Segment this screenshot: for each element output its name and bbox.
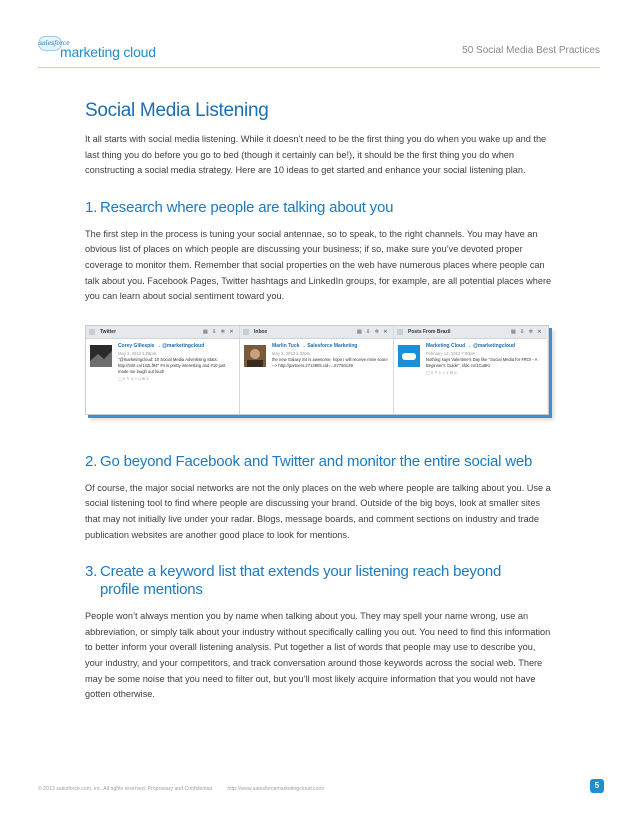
listening-tool-screenshot	[85, 325, 549, 415]
salesforce-cloud-icon: salesforce	[38, 36, 62, 51]
section-number: 1.	[85, 198, 98, 216]
column-inbox	[240, 326, 394, 414]
section-number: 2.	[85, 452, 98, 470]
section-3-paragraph: People won’t always mention you by name when talking about you. They may spell your name wrong, use an abbreviation, or simply talk about your industry without specifically calling you out. You need to find this information to better inform your overall listening analysis. Put together a list of words that people may use to describe you, your industry, and your competitors, and track conversation around those keywords across the social web. There may be some noise that you need to filter out, but you’ll most likely acquire information that you would not have gotten otherwise.	[85, 611, 551, 700]
column-tools-icons: ▤ ⇩ ✲ ✕	[203, 328, 235, 335]
post-item	[240, 339, 393, 369]
post-text: Nothing says Valentine's Day like "Social Media for #ROI - A Beginner's Guide". sfdc.co/1Cu8Kr	[426, 356, 538, 368]
column-posts-from-brazil	[394, 326, 547, 414]
logo-text: marketing cloud	[60, 44, 156, 60]
column-header	[240, 326, 393, 339]
section-2-heading	[85, 453, 555, 471]
post-date: February 14, 2013 7:00pm	[426, 350, 476, 356]
avatar	[244, 345, 266, 367]
page-number-badge: 5	[590, 779, 604, 793]
column-checkbox-icon	[89, 329, 95, 335]
avatar	[90, 345, 112, 367]
section-3	[85, 563, 555, 703]
column-checkbox-icon	[243, 329, 249, 335]
column-header	[86, 326, 239, 339]
page-title: Social Media Listening	[85, 100, 269, 121]
footer-link[interactable]: http://www.salesforcemarketingcloud.com/	[227, 786, 325, 792]
column-title: Inbox	[254, 328, 268, 335]
header-divider	[38, 67, 600, 68]
column-title: Twitter	[100, 328, 117, 335]
post-author: Marketing Cloud → @marketingcloud	[426, 342, 516, 349]
column-title: Posts From Brazil	[408, 328, 451, 335]
section-number: 3.	[85, 563, 98, 581]
section-1	[85, 199, 555, 305]
post-author: Marlin Tuck → Salesforce Marketing	[272, 342, 358, 349]
copyright-text: © 2013 salesforce.com, inc. All rights reserved. Proprietary and Confidential	[38, 786, 212, 792]
page-header	[0, 0, 638, 72]
post-item	[86, 339, 239, 382]
section-1-heading	[85, 199, 555, 217]
column-checkbox-icon	[397, 329, 403, 335]
post-date: May 2, 2013 1:32pm	[272, 350, 311, 356]
intro-paragraph: It all starts with social media listening. While it doesn’t need to be the first thing you do when you wake up and the last thing you do before you go to bed (though it certainly can be!), it should be the first thing you do when constructing a social media strategy. Here are 10 ideas to get started and enhance your social listening plan.	[85, 134, 547, 176]
avatar	[398, 345, 420, 367]
post-date: May 2, 2013 1:06pm	[118, 350, 157, 356]
post-text: "@marketingcloud: 10 Social Media Advertising Stats: http://tnlrt.co/13ZLf94" #4 is pretty interesting and #10 just made me laugh out loud!	[118, 356, 226, 374]
post-meta: ▢ 0 ↰ 1 ✩ 1 ✉ 0	[426, 369, 457, 375]
post-author: Corey Gillespie → @marketingcloud	[118, 342, 205, 349]
main-content	[85, 100, 555, 703]
document-title: 50 Social Media Best Practices	[462, 45, 600, 56]
section-title: Research where people are talking about you	[100, 198, 394, 216]
section-title-continued: profile mentions	[100, 581, 203, 599]
column-tools-icons: ▤ ⇩ ✲ ✕	[511, 328, 543, 335]
section-1-paragraph: The first step in the process is tuning your social antennae, so to speak, to the right channels. You may have an obvious list of places on which people are discussing your business; if so, make sure you’ve devoted proper coverage to monitor them. Remember that social properties on the web have numerous places where people can talk about you. Facebook Pages, Twitter hashtags and LinkedIn groups, for example, are all potential places where you can learn about social sentiment toward you.	[85, 228, 552, 302]
section-3-heading	[85, 563, 555, 599]
column-header	[394, 326, 547, 339]
post-text: the new Galaxy S4 is awesome, hope I will receive mine soon! --> http://partners.2713905.cid=...57760139	[272, 356, 388, 368]
column-tools-icons: ▤ ⇩ ✲ ✕	[357, 328, 389, 335]
section-title: Go beyond Facebook and Twitter and monitor the entire social web	[100, 452, 533, 470]
post-item	[394, 339, 547, 376]
section-2-paragraph: Of course, the major social networks are not the only places on the web where people are talking about you. Use a social listening tool to find where people are discussing your brand. Outside of the big boys, look at smaller sites that may not initially live under your radar. Blogs, message boards, and comment sections on industry and trade publication websites are another good place to look for mentions.	[85, 482, 551, 540]
section-title: Create a keyword list that extends your listening reach beyond	[100, 563, 502, 581]
column-twitter	[86, 326, 240, 414]
post-meta: ▢ 0 ↰ 0 ✩ 0 ✉ 0	[118, 375, 149, 381]
section-2	[85, 453, 555, 543]
page-footer	[38, 786, 324, 792]
